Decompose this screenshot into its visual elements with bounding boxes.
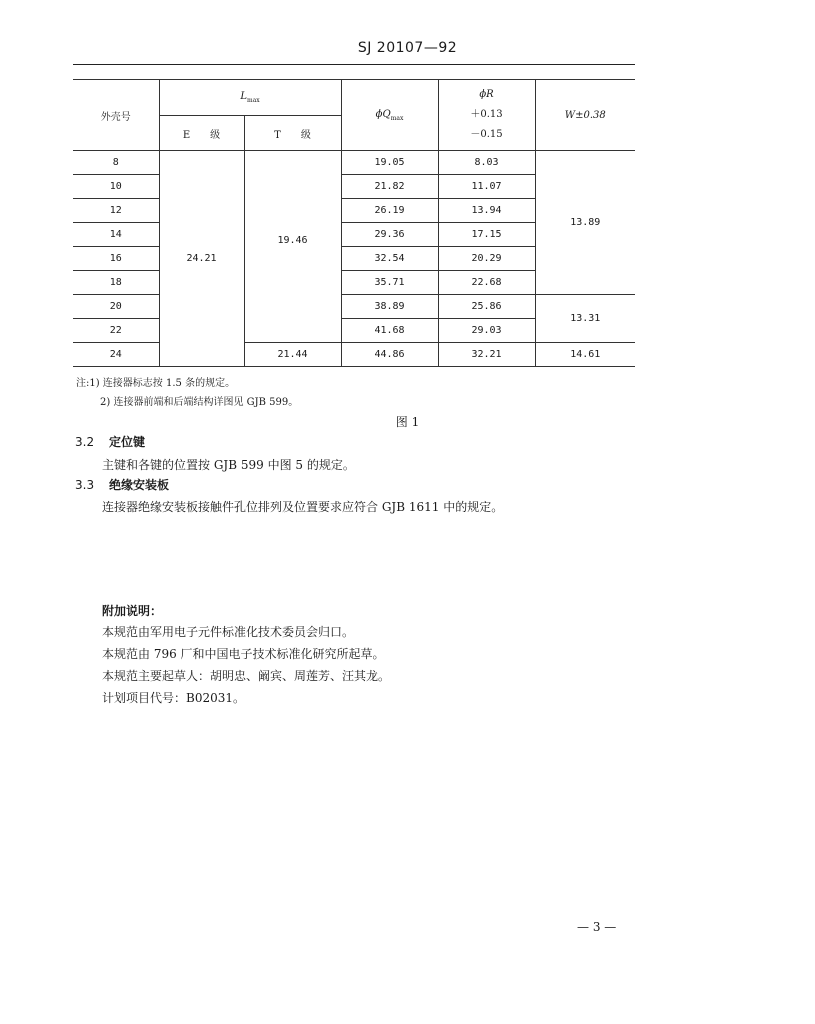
shell-size-cell: 24 <box>73 343 159 367</box>
header-rule <box>73 64 635 65</box>
additional-line: 本规范由军用电子元件标准化技术委员会归口。 <box>102 625 355 639</box>
q-cell: 21.82 <box>341 175 438 199</box>
header-q-max: $\phi Q_{max}$ <box>341 80 438 151</box>
q-cell: 41.68 <box>341 319 438 343</box>
table-row <box>73 151 635 175</box>
section-text-3-3: 连接器绝缘安装板接触件孔位排列及位置要求应符合 GJB 1611 中的规定。 <box>102 500 504 514</box>
shell-size-cell: 16 <box>73 247 159 271</box>
header-t-class: T 级 <box>244 116 341 151</box>
e-class-value: 24.21 <box>159 151 244 367</box>
shell-size-cell: 10 <box>73 175 159 199</box>
r-cell: 20.29 <box>438 247 535 271</box>
header-w: W±0.38 <box>535 80 635 151</box>
additional-line: 本规范主要起草人：胡明忠、阚宾、周莲芳、汪其龙。 <box>102 669 391 683</box>
additional-line: 计划项目代号：B02031。 <box>102 691 245 705</box>
q-cell: 44.86 <box>341 343 438 367</box>
table-row <box>73 295 635 319</box>
header-l-max: $L_{max}$ <box>159 80 341 116</box>
shell-size-cell: 18 <box>73 271 159 295</box>
header-e-class: E 级 <box>159 116 244 151</box>
additional-notes-title: 附加说明： <box>102 604 163 618</box>
table-row <box>73 343 635 367</box>
w-value-group1: 13.89 <box>535 151 635 295</box>
shell-size-cell: 8 <box>73 151 159 175</box>
shell-size-cell: 20 <box>73 295 159 319</box>
figure-caption: 图 1 <box>395 415 420 429</box>
q-cell: 26.19 <box>341 199 438 223</box>
w-value-group3: 14.61 <box>535 343 635 367</box>
r-cell: 29.03 <box>438 319 535 343</box>
dimension-table <box>73 79 635 367</box>
table-note-1: 注:1) 连接器标志按 1.5 条的规定。 <box>76 378 236 389</box>
q-cell: 29.36 <box>341 223 438 247</box>
header-r: ϕR ＋0.13 －0.15 <box>438 80 535 151</box>
additional-line: 本规范由 796 厂和中国电子技术标准化研究所起草。 <box>102 647 385 661</box>
q-cell: 19.05 <box>341 151 438 175</box>
r-cell: 11.07 <box>438 175 535 199</box>
shell-size-cell: 12 <box>73 199 159 223</box>
table-note-2: 2) 连接器前端和后端结构详图见 GJB 599。 <box>100 397 299 408</box>
r-cell: 13.94 <box>438 199 535 223</box>
header-shell-size: 外壳号 <box>73 80 159 151</box>
r-cell: 22.68 <box>438 271 535 295</box>
r-cell: 17.15 <box>438 223 535 247</box>
section-heading-3-2: 3.2 定位键 <box>75 435 146 449</box>
t-class-value-last: 21.44 <box>244 343 341 367</box>
document-code: SJ 20107—92 <box>357 40 458 56</box>
w-value-group2: 13.31 <box>535 295 635 343</box>
shell-size-cell: 22 <box>73 319 159 343</box>
q-cell: 38.89 <box>341 295 438 319</box>
shell-size-cell: 14 <box>73 223 159 247</box>
r-cell: 25.86 <box>438 295 535 319</box>
r-cell: 8.03 <box>438 151 535 175</box>
r-cell: 32.21 <box>438 343 535 367</box>
q-cell: 35.71 <box>341 271 438 295</box>
t-class-value: 19.46 <box>244 151 341 343</box>
page-number: — 3 — <box>577 920 617 934</box>
q-cell: 32.54 <box>341 247 438 271</box>
section-heading-3-3: 3.3 绝缘安装板 <box>75 478 170 492</box>
section-text-3-2: 主键和各键的位置按 GJB 599 中图 5 的规定。 <box>102 458 355 472</box>
